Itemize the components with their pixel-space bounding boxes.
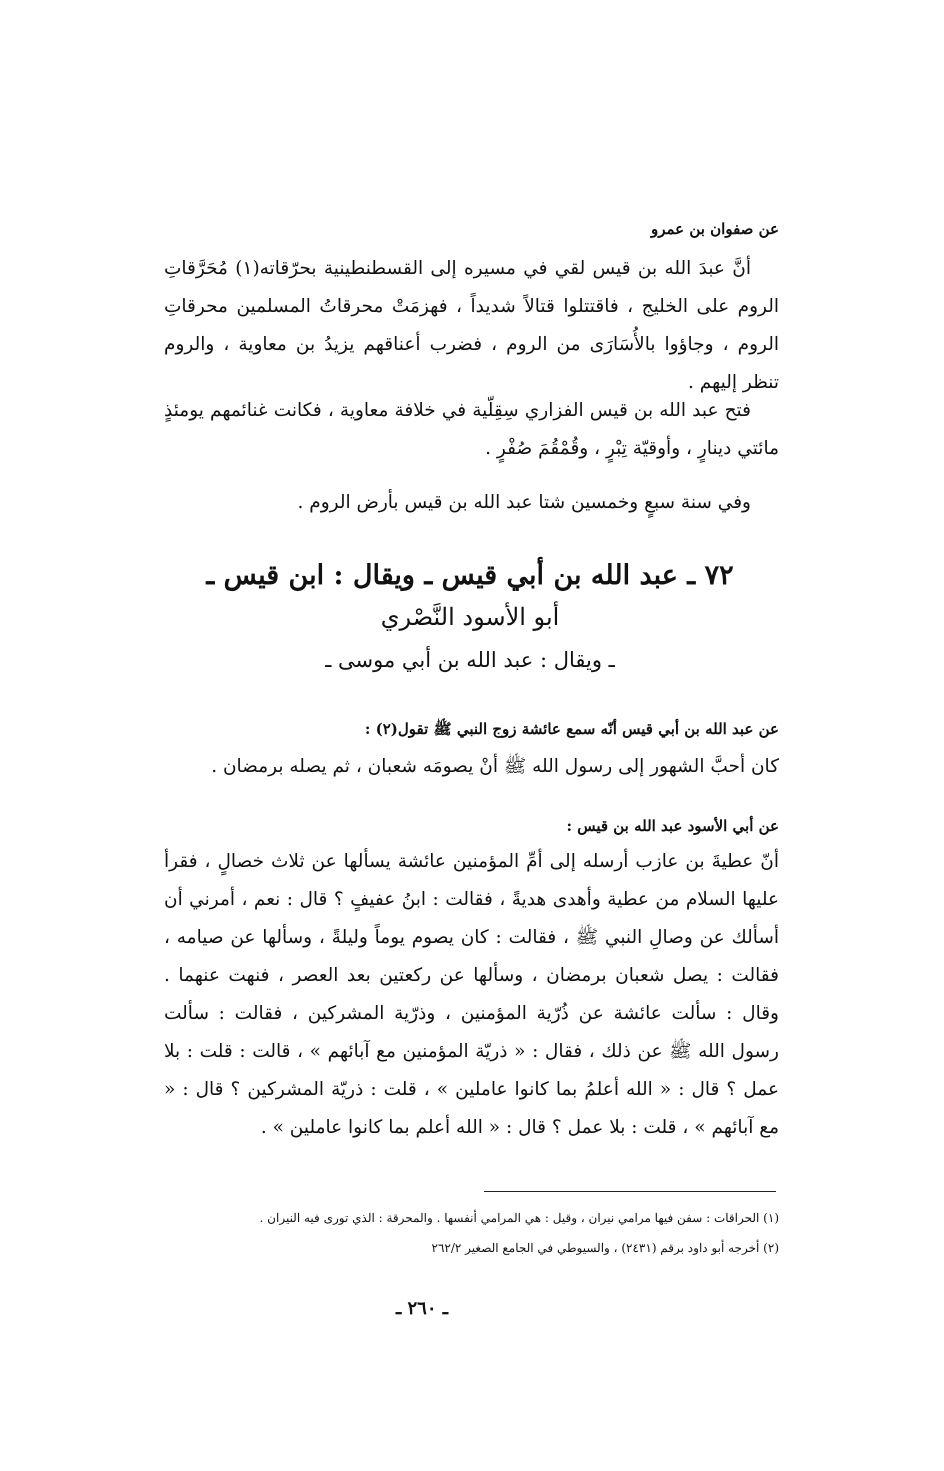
biography-alternate-name: ـ ويقال : عبد الله بن أبي موسى ـ [325, 648, 615, 672]
paragraph-sicily-conquest: فتح عبد الله بن قيس الفزاري سِقِلّية في خلافة معاوية ، فكانت غنائمهم يومئذٍ مائتي دينارٍ ، وأوقيّة تِبْرٍ ، وقُمْقُمَ صُفْرٍ . [164, 400, 779, 459]
paragraph-firehips-battle: أنَّ عبدَ الله بن قيس لقي في مسيره إلى القسطنطينية بحرّقاته(١) مُحَرَّقاتِ الروم على الخليج ، فاقتتلوا قتالاً شديداً ، فهزمَتْ محرقاتُ المسلمين محرقاتِ الروم ، وجاؤوا بالأُسَارَى من الروم ، فضرب أعناقهم يزيدُ بن معاوية ، والروم تنظر إليهم . [164, 258, 779, 393]
paragraph-shaban-fasting: كان أحبَّ الشهور إلى رسول الله ﷺ أنْ يصومَه شعبان ، ثم يصله برمضان . [211, 756, 779, 777]
page-number: ـ ٢٦٠ ـ [395, 1298, 449, 1319]
paragraph-winter-campaign: وفي سنة سبعٍ وخمسين شتا عبد الله بن قيس بأرض الروم . [297, 492, 751, 513]
paragraph-atiyya-questions: أنّ عطيةَ بن عازب أرسله إلى أمِّ المؤمنين عائشة يسألها عن ثلاث خصالٍ ، فقرأ عليها السلام من عطية وأهدى هديةً ، فقالت : ابنُ عفيفٍ ؟ قال : نعم ، أمرني أن أسألك عن وصالِ النبي ﷺ ، فقالت : كان يصوم يوماً وليلةً ، وسألها عن صيامه ، فقالت : يصل شعبان برمضان ، وسألها عن ركعتين بعد العصر ، فنهت عنهما . وقال : سألت عائشة عن ذُرّية المؤمنين ، وذرّية المشركين ، فقالت : سألت رسول الله ﷺ عن ذلك ، فقال : « ذريّة المؤمنين مع آبائهم » ، قالت : قلت : بلا عمل ؟ قال : « الله أعلمُ بما كانوا عاملين » ، قلت : ذريّة المشركين ؟ قال : « مع آبائهم » ، قلت : بلا عمل ؟ قال : « الله أعلم بما كانوا عاملين » . [164, 851, 779, 1138]
footnote-1: (١) الحراقات : سفن فيها مرامي نيران ، وقيل : هي المرامي أنفسها . والمحرقة : الذي تورى فيه النيران . [259, 1211, 779, 1225]
attribution-abul-aswad: عن أبي الأسود عبد الله بن قيس : [566, 817, 779, 835]
footnote-divider [484, 1191, 776, 1192]
biography-heading: ٧٢ ـ عبد الله بن أبي قيس ـ ويقال : ابن قيس ـ [206, 560, 734, 591]
attribution-safwan: عن صفوان بن عمرو [650, 220, 779, 238]
footnote-2: (٢) أخرجه أبو داود برقم (٢٤٣١) ، والسيوطي في الجامع الصغير ٢٦٢/٢ [431, 1241, 779, 1255]
biography-kunya: أبو الأسود النَّصْري [380, 603, 560, 631]
attribution-abdullah-ibn-abi-qays: عن عبد الله بن أبي قيس أنّه سمع عائشة زوج النبي ﷺ تقول(٢) : [364, 720, 779, 738]
